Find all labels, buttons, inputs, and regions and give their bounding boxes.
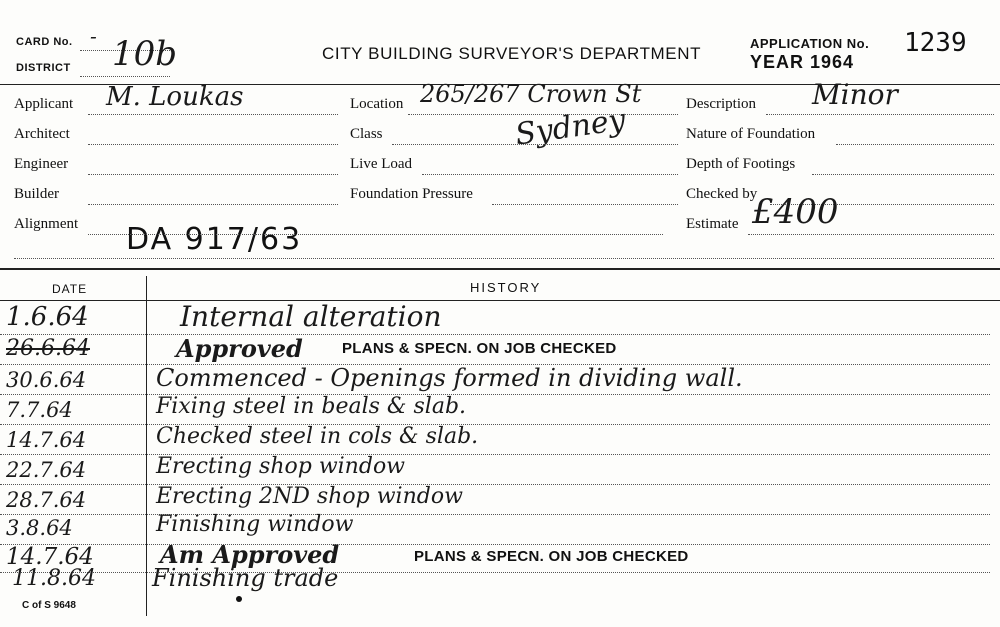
row-date: 28.7.64 [6,488,87,512]
location-value-2: Sydney [513,102,628,153]
location-value: 265/267 Crown St [420,80,642,108]
alignment-label: Alignment [14,216,79,232]
history-column-header: HISTORY [470,280,542,295]
row-rule [0,514,990,515]
table-header-rule [0,300,1000,301]
row-entry: Approved [176,334,303,363]
application-no-value: 1239 [904,28,967,58]
alignment-line [88,234,663,235]
nature-of-foundation-label: Nature of Foundation [686,126,816,142]
district-line [80,76,170,77]
applicant-value: M. Loukas [106,82,244,112]
district-value: 10b [112,34,178,74]
department-title: CITY BUILDING SURVEYOR'S DEPARTMENT [322,44,702,63]
row-entry: Finishing trade [152,564,339,592]
row-entry: Finishing window [156,512,354,537]
live-load-label: Live Load [350,156,413,172]
row-date: 14.7.64 [6,428,87,452]
row-date: 11.8.64 [12,566,96,591]
row-entry: Fixing steel in beals & slab. [156,394,467,419]
engineer-line [88,174,338,175]
foundation-pressure-line [492,204,678,205]
class-line [392,144,678,145]
live-load-line [422,174,678,175]
row-entry: Erecting shop window [156,454,406,479]
depth-of-footings-label: Depth of Footings [686,156,796,172]
row-entry: Internal alteration [180,300,442,333]
row-entry: Erecting 2ND shop window [156,484,463,509]
applicant-line [88,114,338,115]
foundation-pressure-label: Foundation Pressure [350,186,473,202]
card-no-label: CARD No. [16,36,73,48]
row-stamp: PLANS & SPECN. ON JOB CHECKED [414,548,689,565]
location-label: Location [350,96,404,112]
row-date: 3.8.64 [6,516,73,540]
row-rule [0,572,990,573]
nature-of-foundation-line [836,144,994,145]
checked-by-label: Checked by [686,186,758,202]
estimate-line [748,234,994,235]
form-code: C of S 9648 [22,600,76,611]
row-date: 30.6.64 [6,368,87,392]
ink-blot [236,596,242,602]
architect-line [88,144,338,145]
district-label: DISTRICT [16,62,71,74]
row-date: 1.6.64 [6,302,89,332]
architect-label: Architect [14,126,70,142]
applicant-label: Applicant [14,96,74,112]
engineer-label: Engineer [14,156,69,172]
estimate-label: Estimate [686,216,739,232]
row-rule [0,454,990,455]
builder-label: Builder [14,186,59,202]
row-date: 22.7.64 [6,458,87,482]
row-rule [0,394,990,395]
builder-line [88,204,338,205]
row-date: 26.6.64 [6,336,90,361]
row-rule [0,544,990,545]
row-stamp: PLANS & SPECN. ON JOB CHECKED [342,340,617,357]
row-entry: Checked steel in cols & slab. [156,424,479,449]
card-no-value: - [90,24,97,48]
alignment-value: DA 917/63 [126,222,303,257]
row-date: 14.7.64 [6,544,94,570]
description-label: Description [686,96,756,112]
row-entry: Am Approved [160,540,340,569]
row-date: 7.7.64 [6,398,73,422]
class-label: Class [350,126,383,142]
year-label: YEAR 1964 [750,52,855,72]
application-no-label: APPLICATION No. [750,36,870,51]
date-column-header: DATE [52,282,88,296]
description-line [766,114,994,115]
depth-of-footings-line [812,174,994,175]
estimate-value: £400 [752,192,839,232]
table-top-rule [0,268,1000,270]
row-rule [0,424,990,425]
table-column-divider [146,276,147,616]
alignment-line-2 [14,258,994,259]
row-rule [0,484,990,485]
description-value: Minor [812,78,898,111]
row-rule [0,334,990,335]
row-entry: Commenced - Openings formed in dividing wall. [156,364,743,392]
